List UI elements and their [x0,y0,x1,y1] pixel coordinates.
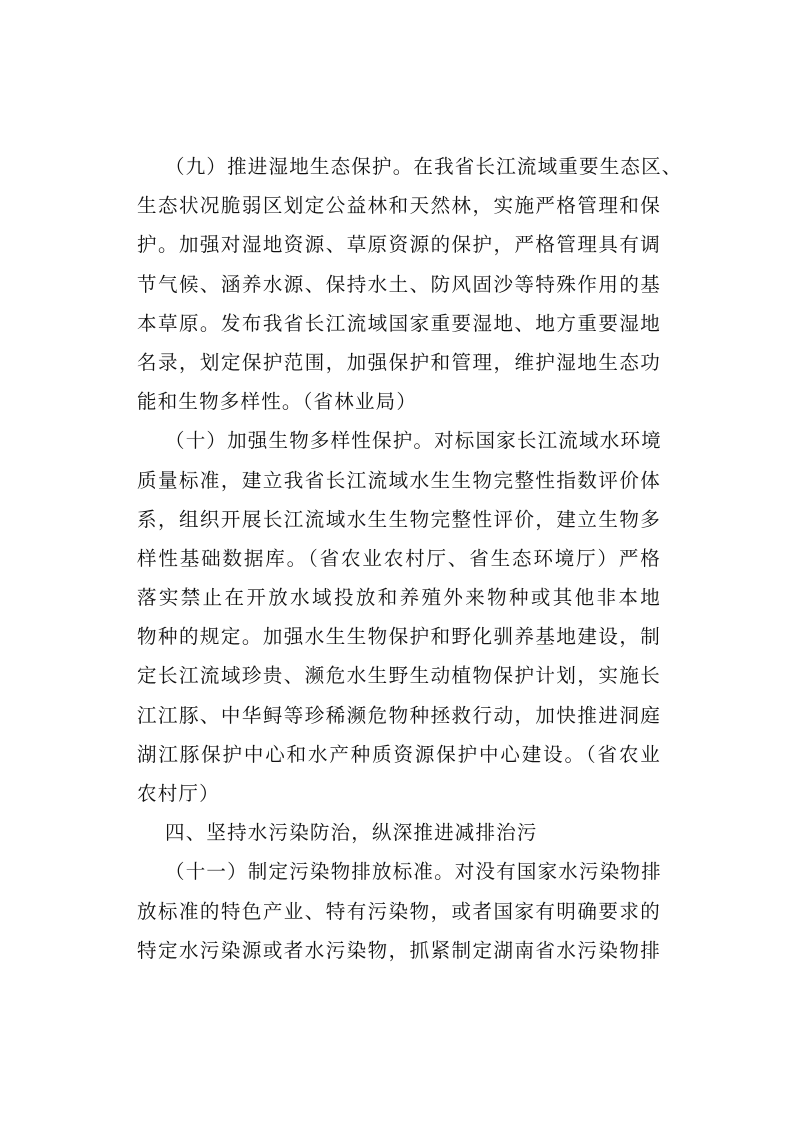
paragraph-9-line-6: 名录，划定保护范围，加强保护和管理，维护湿地生态功 [137,350,661,374]
paragraph-10-line-4: 样性基础数据库。（省农业农村厅、省生态环境厅）严格 [137,546,661,570]
paragraph-10-line-2: 质量标准，建立我省长江流域水生生物完整性指数评价体 [137,468,661,492]
document-body [137,147,683,970]
section-heading: 四、坚持水污染防治，纵深推进减排治污 [165,821,538,845]
paragraph-10-line-9: 湖江豚保护中心和水产种质资源保护中心建设。（省农业 [137,742,661,766]
paragraph-9-line-5: 本草原。发布我省长江流域国家重要湿地、地方重要湿地 [137,311,661,335]
paragraph-11-line-2: 放标准的特色产业、特有污染物，或者国家有明确要求的 [137,899,661,923]
paragraph-9-line-2: 生态状况脆弱区划定公益林和天然林，实施严格管理和保 [137,194,661,218]
paragraph-10-line-10: 农村厅） [137,782,220,805]
paragraph-9-line-3: 护。加强对湿地资源、草原资源的保护，严格管理具有调 [137,233,661,257]
paragraph-11-line-3: 特定水污染源或者水污染物，抓紧制定湖南省水污染物排 [137,938,661,962]
paragraph-10-line-6: 物种的规定。加强水生生物保护和野化驯养基地建设，制 [137,625,661,649]
paragraph-11-line-1: （十一）制定污染物排放标准。对没有国家水污染物排 [165,860,662,884]
paragraph-9-line-4: 节气候、涵养水源、保持水土、防风固沙等特殊作用的基 [137,272,661,296]
paragraph-10-line-1: （十）加强生物多样性保护。对标国家长江流域水环境 [165,429,662,453]
paragraph-10-line-3: 系，组织开展长江流域水生生物完整性评价，建立生物多 [137,507,661,531]
paragraph-10-line-8: 江江豚、中华鲟等珍稀濒危物种拯救行动，加快推进洞庭 [137,703,661,727]
paragraph-10-line-5: 落实禁止在开放水域投放和养殖外来物种或其他非本地 [137,586,661,610]
paragraph-10-line-7: 定长江流域珍贵、濒危水生野生动植物保护计划，实施长 [137,664,661,688]
paragraph-9-line-1: （九）推进湿地生态保护。在我省长江流域重要生态区、 [165,155,683,178]
paragraph-9-line-7: 能和生物多样性。（省林业局） [137,390,418,414]
